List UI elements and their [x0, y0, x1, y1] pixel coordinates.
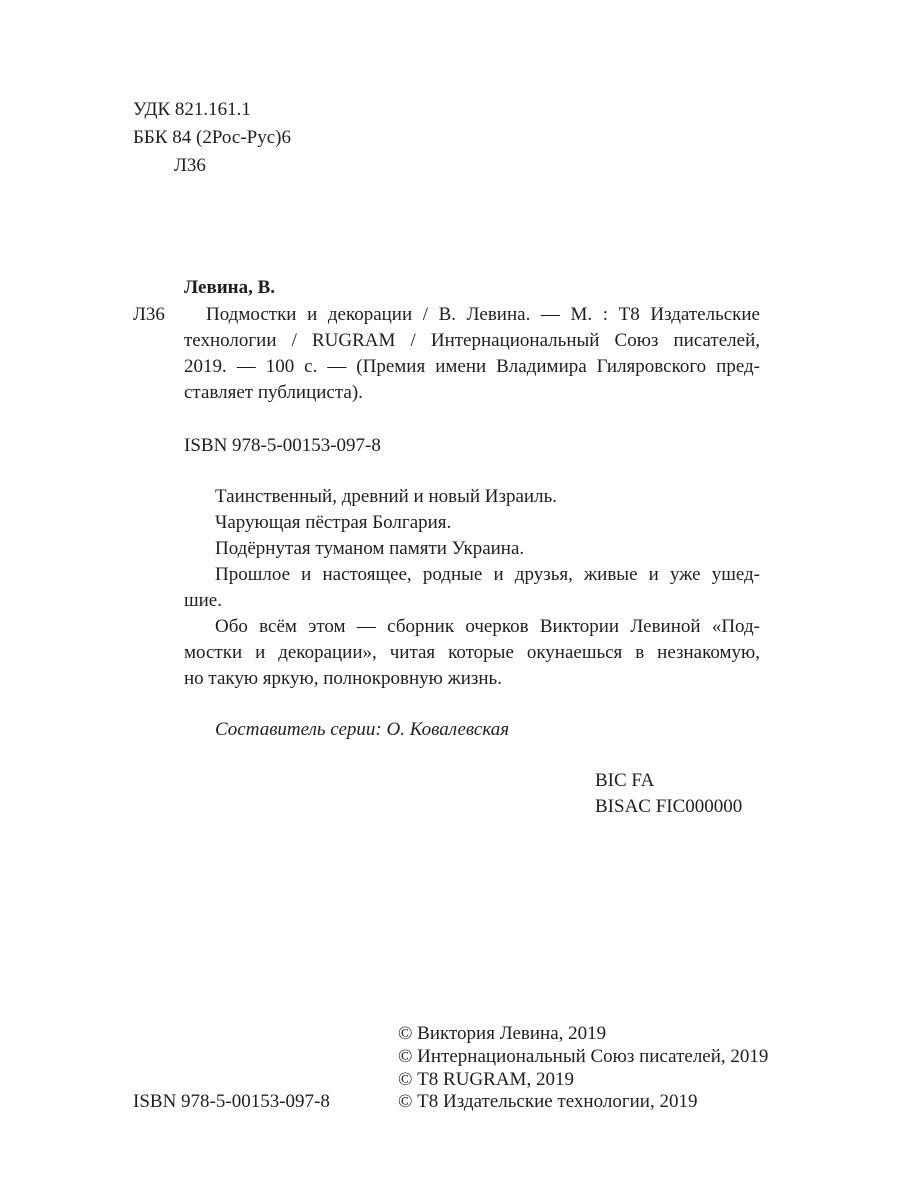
record-isbn: ISBN 978-5-00153-097-8	[184, 435, 381, 456]
record-line-4: ставляет публициста).	[184, 382, 363, 403]
annotation-line-5: шие.	[184, 590, 222, 611]
udk-code: УДК 821.161.1	[133, 99, 251, 120]
record-line-2: технологии / RUGRAM / Интернациональный Союз писателей,	[184, 330, 760, 351]
author-sign: Л36	[174, 155, 206, 176]
annotation-line-7: мостки и декорации», читая которые окунаешься в незнакомую,	[184, 642, 760, 663]
annotation-line-6: Обо всём этом — сборник очерков Виктории Левиной «Под-	[215, 616, 760, 637]
author-name: Левина, В.	[184, 277, 276, 298]
bic-code: BIC FA	[595, 770, 655, 791]
copyright-line-3: © Т8 RUGRAM, 2019	[398, 1069, 574, 1090]
bbk-code: ББК 84 (2Рос-Рус)6	[133, 127, 291, 148]
record-line-1: Подмостки и декорации / В. Левина. — М. : Т8 Издательские	[206, 304, 760, 325]
annotation-line-2: Чарующая пёстрая Болгария.	[215, 512, 452, 533]
annotation-line-3: Подёрнутая туманом памяти Украина.	[215, 538, 525, 559]
annotation-line-1: Таинственный, древний и новый Израиль.	[215, 486, 557, 507]
annotation-line-4: Прошлое и настоящее, родные и друзья, живые и уже ушед-	[215, 564, 760, 585]
bisac-code: BISAC FIC000000	[595, 796, 743, 817]
copyright-line-4: © Т8 Издательские технологии, 2019	[398, 1091, 698, 1112]
series-compiler: Составитель серии: О. Ковалевская	[215, 719, 510, 740]
footer-isbn: ISBN 978-5-00153-097-8	[133, 1091, 330, 1112]
copyright-line-1: © Виктория Левина, 2019	[398, 1023, 607, 1044]
copyright-line-2: © Интернациональный Союз писателей, 2019	[398, 1046, 769, 1067]
record-line-3: 2019. — 100 с. — (Премия имени Владимира Гиляровского пред-	[184, 356, 760, 377]
record-author-sign: Л36	[133, 304, 165, 325]
annotation-line-8: но такую яркую, полнокровную жизнь.	[184, 668, 502, 689]
